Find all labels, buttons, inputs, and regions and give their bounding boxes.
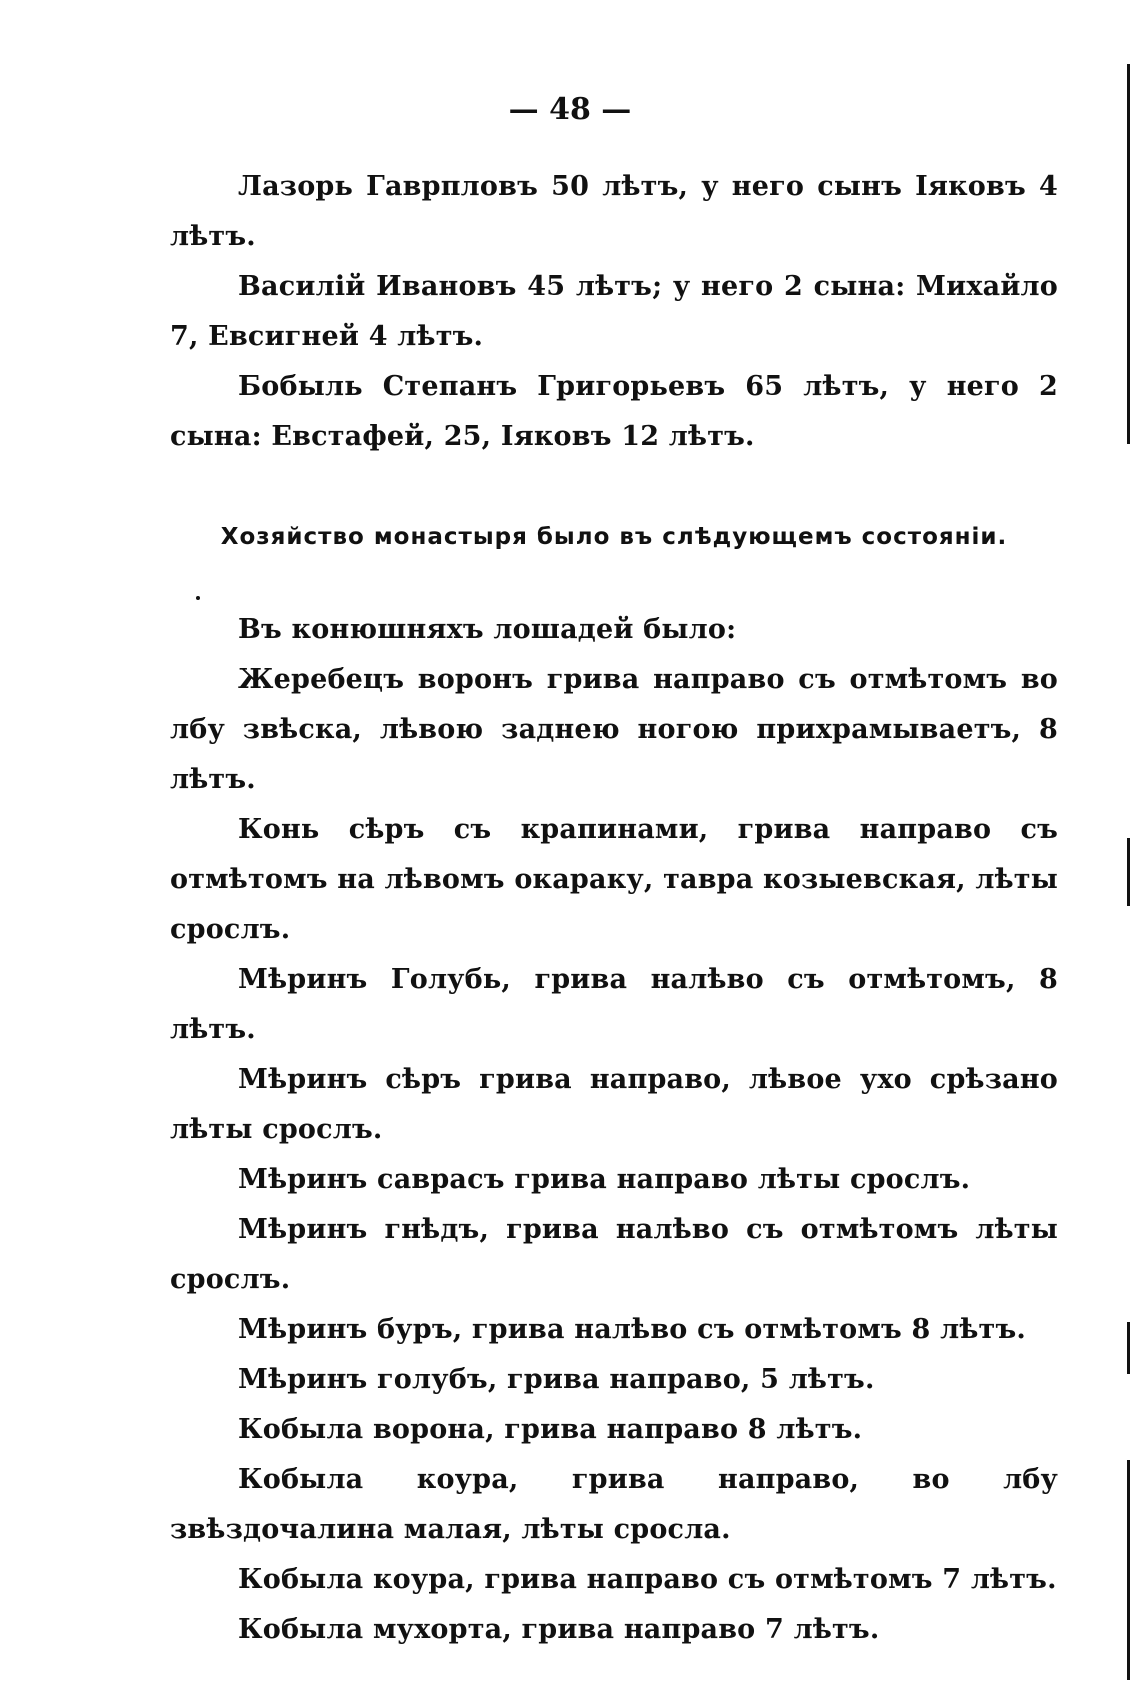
page-number: — 48 — [508,92,632,127]
paragraph: Кобыла коура, грива направо, во лбу звѣздочалина малая, лѣты сросла. [170,1464,1058,1545]
paragraph: Мѣринъ буръ, грива налѣво съ отмѣтомъ 8 лѣтъ. [238,1314,1026,1345]
paragraph: Мѣринъ голубъ, грива направо, 5 лѣтъ. [238,1364,875,1395]
paragraph: Конь сѣръ съ крапинами, грива направо съ отмѣтомъ на лѣвомъ окараку, тавра козыевская, лѣты срослъ. [170,814,1058,945]
paragraph: Мѣринъ гнѣдъ, грива налѣво съ отмѣтомъ лѣты срослъ. [170,1214,1058,1295]
page-edge-rule [1127,838,1130,906]
main-text-block [170,605,1058,1655]
section-heading: Хозяйство монастыря было въ слѣдующемъ состояніи. [220,524,1008,550]
paragraph: Василій Ивановъ 45 лѣтъ; у него 2 сына: Михайло 7, Евсигней 4 лѣтъ. [170,271,1058,352]
paragraph: Лазорь Гаврпловъ 50 лѣтъ, у него сынъ Іяковъ 4 лѣтъ. [170,171,1058,252]
page-edge-rule [1127,1460,1130,1680]
paragraph: Кобыла коура, грива направо съ отмѣтомъ 7 лѣтъ. [238,1564,1057,1595]
paragraph: Въ конюшняхъ лошадей было: [238,614,737,645]
paragraph: Мѣринъ сѣръ грива направо, лѣвое ухо срѣзано лѣты срослъ. [170,1064,1058,1145]
page-edge-rule [1127,1322,1130,1374]
top-text-block [170,162,1058,462]
ink-speck [196,596,200,600]
paragraph: Бобыль Степанъ Григорьевъ 65 лѣтъ, у него 2 сына: Евстафей, 25, Іяковъ 12 лѣтъ. [170,371,1058,452]
paragraph: Кобыла ворона, грива направо 8 лѣтъ. [238,1414,863,1445]
paragraph: Кобыла мухорта, грива направо 7 лѣтъ. [238,1614,880,1645]
paragraph: Мѣринъ саврасъ грива направо лѣты срослъ. [238,1164,971,1195]
paragraph: Жеребецъ воронъ грива направо съ отмѣтомъ во лбу звѣска, лѣвою заднею ногою прихрамываетъ, 8 лѣтъ. [170,664,1058,795]
page-edge-rule [1127,64,1130,444]
paragraph: Мѣринъ Голубь, грива налѣво съ отмѣтомъ, 8 лѣтъ. [170,964,1058,1045]
